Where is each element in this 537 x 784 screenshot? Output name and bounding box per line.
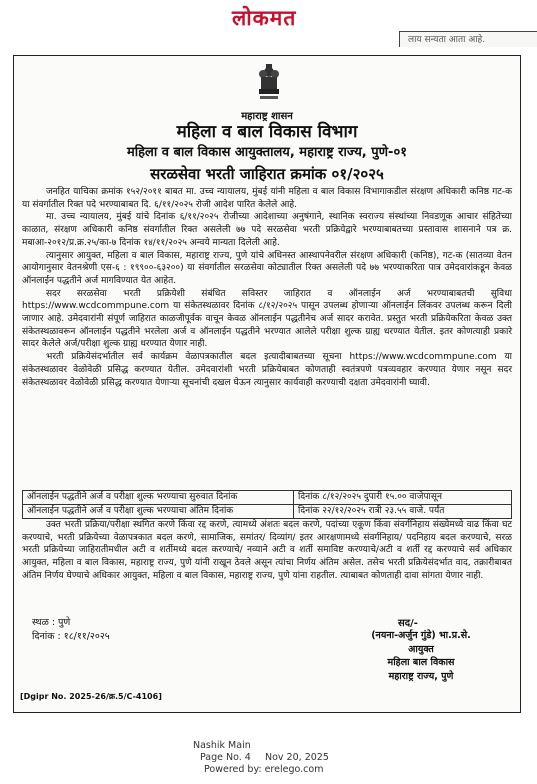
table-row bbox=[23, 505, 512, 519]
dgipr-number: [Dgipr No. 2025-26/क्र.5/C-4106] bbox=[20, 692, 162, 701]
table-row bbox=[23, 491, 512, 505]
edition-name: Nashik Main bbox=[193, 740, 251, 751]
signatory-name: (नयना-अर्जुन गुंडे) भा.प्र.से. bbox=[371, 630, 471, 641]
paragraph: उक्त भरती प्रक्रिया/परीक्षा स्थगित करणे किंवा रद्द करणे, त्यामध्ये अंशतः बदल करणे, पदांच्या एकूण किंवा संवर्गनिहाय संख्येमध्ये वाढ किंवा घट करण्याचे, भरती प्रक्रियेच्या वेळापत्रकात बदल करणे, सामाजिक, समांतर/ दिव्यांग/ इतर आरक्षणामध्ये संवर्गनिहाय/ पदनिहाय बदल करण्याचे, सरळ भरती प्रक्रियेच्या जाहिरातीमधील अटी व शर्तीमध्ये बदल करण्याचे/ नव्याने अटी व शर्ती समाविष्ट करण्याचे/अटी व शर्ती रद्द करण्याचे सर्व अधिकार आयुक्त, महिला व बाल विकास, महाराष्ट्र राज्य, पुणे यांनी राखून ठेवले असून त्यांचा निर्णय अंतिम असेल. तसेच भरती प्रक्रियेसंदर्भात वाद, तक्रारीबाबत अंतिम निर्णय घेण्याचे अधिकार आयुक्त, महिला व बाल विकास, महाराष्ट्र राज्य, पुणे यांना राहतील. त्याबाबत कोणताही दावा सांगता येणार नाही. bbox=[22, 520, 512, 581]
government-name: महाराष्ट्र शासन bbox=[241, 111, 293, 122]
paragraph: त्यानुसार आयुक्त, महिला व बाल विकास, महाराष्ट्र राज्य, पुणे यांचे अधिनस्त आस्थापनेवरील संरक्षण अधिकारी (कनिष्ठ), गट-क (सातव्या वेतन आयोगानुसार वेतनश्रेणी एस-६ : १९९००-६३२००) या संवर्गातील सरळसेवा कोट्यातील रिक्त असलेली पदे ७७ भरण्याकरिता पात्र उमेदवारांकडून केवळ ऑनलाईन पद्धतीने अर्ज मागविण्यात येत आहेत. bbox=[22, 250, 512, 286]
place-line: स्थळ : पुणे bbox=[32, 617, 71, 628]
powered-by: Powered by: erelego.com bbox=[204, 764, 324, 775]
paragraph: मा. उच्च न्यायालय, मुंबई यांचे दिनांक ६/११/२०२५ रोजीच्या आदेशाच्या अनुषंगाने, स्थानिक स्वराज्य संस्थांच्या निवडणूक आचार संहितेच्या काळात, संरक्षण अधिकारी कनिष्ठ संवर्गातील रिक्त असलेली ७७ पदे सरळसेवा भरती प्रक्रियेद्वारे भरण्याबाबतच्या प्रस्तावास शासनाने पत्र क्र. मबाआ-२०१२/प्र.क्र.२५/का-७ दिनांक १४/११/२०२५ अन्वये मान्यता दिलेली आहे. bbox=[22, 212, 512, 248]
schedule-value: दिनांक २२/१२/२०२५ रात्री २३.५५ वाजे. पर्यंत bbox=[294, 505, 512, 519]
paragraph: जनहित याचिका क्रमांक १५२/२०११ बाबत मा. उच्च न्यायालय, मुंबई यांनी महिला व बाल विकास विभागाकडील संरक्षण अधिकारी कनिष्ठ गट-क या संवर्गातील रिक्त पदे भरण्याबाबत दि. ६/११/२०२५ रोजी आदेश पारित केलेले आहे. bbox=[22, 187, 512, 210]
schedule-label: ऑनलाईन पद्धतीने अर्ज व परीक्षा शुल्क भरण्याचा सुरुवात दिनांक bbox=[23, 491, 294, 505]
paragraph: सदर सरळसेवा भरती प्रक्रियेशी संबंधित सविस्तर जाहिरात व ऑनलाईन अर्ज भरण्याबाबतची सुविधा https://www.wcdcommpune.com या संकेतस्थळावर दिनांक ८/१२/२०२५ पासून उपलब्ध होणाऱ्या ऑनलाईन लिंकवर उपलब्ध करून दिली जाणार आहे. उमेदवारांनी संपूर्ण जाहिरात काळजीपूर्वक वाचून केवळ ऑनलाईन पद्धतीनेच अर्ज सादर करावेत. प्रस्तुत भरती प्रक्रियेकरिता केवळ उक्त संकेतस्थळावरून ऑनलाईन पद्धतीने भरलेला अर्ज व ऑनलाईन पद्धतीने भरण्यात आलेले परीक्षा शुल्क ग्राह्य धरण्यात येतील. इतर कोणत्याही प्रकारे सादर केलेले अर्ज/परीक्षा शुल्क ग्राह्य धरण्यात येणार नाही. bbox=[22, 288, 512, 350]
signatory-place: महाराष्ट्र राज्य, पुणे bbox=[388, 670, 454, 682]
office-title: महिला व बाल विकास आयुक्तालय, महाराष्ट्र राज्य, पुणे-०१ bbox=[127, 145, 407, 160]
publication-date: Nov 20, 2025 bbox=[265, 752, 329, 763]
department-title: महिला व बाल विकास विभाग bbox=[176, 122, 358, 142]
signature-block bbox=[326, 629, 516, 683]
signature-mark: सद/- bbox=[398, 618, 418, 629]
signatory-title: आयुक्त bbox=[408, 643, 434, 655]
adjacent-article-snippet: लाय सन्यता आता आहे. bbox=[399, 31, 537, 47]
paragraph: भरती प्रक्रियेसंदर्भातील सर्व कार्यक्रम वेळापत्रकातील बदल इत्यादीबाबतच्या सूचना https://www.wcdcommpune.com या संकेतस्थळावर वेळोवेळी प्रसिद्ध करण्यात येतील. उमेदवारांशी भरती प्रक्रियेबाबत कोणताही स्वतंत्रपणे पत्रव्यवहार करण्यात येणार नसून सदर संकेतस्थळावर वेळोवेळी प्रसिद्ध करण्यात येणाऱ्या सूचनांची दखल घेऊन त्यानुसार कार्यवाही करण्याची दक्षता उमेदवारांनी घ्यावी. bbox=[22, 352, 512, 388]
schedule-label: ऑनलाईन पद्धतीने अर्ज व परीक्षा शुल्क भरण्याचा अंतिम दिनांक bbox=[23, 505, 294, 519]
schedule-table bbox=[22, 490, 512, 519]
notice-body bbox=[22, 186, 512, 389]
government-notice bbox=[13, 55, 521, 713]
page-number: Page No. 4 bbox=[200, 752, 251, 763]
notice-body-continued bbox=[22, 519, 512, 583]
advertisement-title: सरळसेवा भरती जाहिरात क्रमांक ०१/२०२५ bbox=[150, 165, 384, 183]
schedule-value: दिनांक ८/१२/२०२५ दुपारी १५.०० वाजेपासून bbox=[294, 491, 512, 505]
state-emblem-icon bbox=[256, 62, 282, 104]
signatory-department: महिला बाल विकास bbox=[387, 657, 455, 668]
date-line: दिनांक : १८/११/२०२५ bbox=[32, 631, 110, 642]
newspaper-logo: लोकमत bbox=[232, 5, 297, 30]
